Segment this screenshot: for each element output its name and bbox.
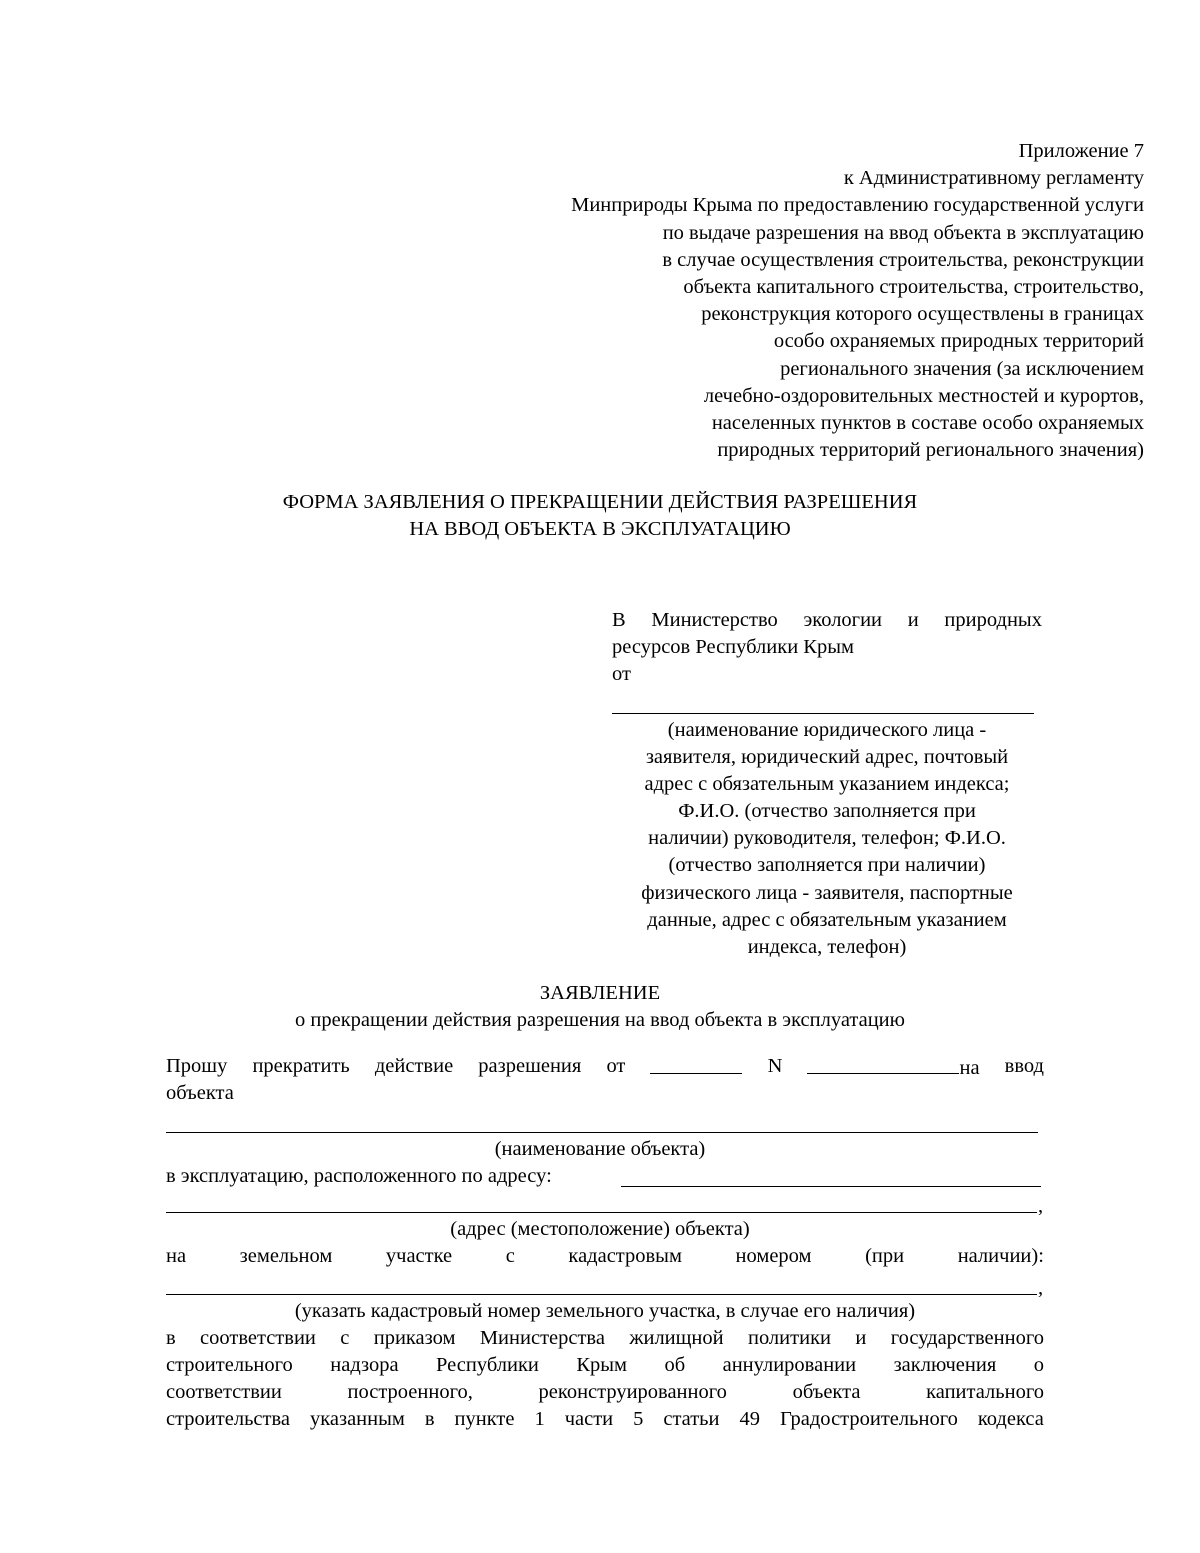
- paragraph-word: политики: [747, 1327, 831, 1349]
- request-line: [166, 1053, 1044, 1082]
- paragraph-line-1: [166, 1325, 1044, 1352]
- cadastral-hint: (указать кадастровый номер земельного участка, в случае его наличия): [294, 1300, 916, 1322]
- paragraph-word: аннулировании: [722, 1354, 857, 1376]
- paragraph-word: указанным: [309, 1408, 405, 1430]
- paragraph-word: Градостроительного: [779, 1408, 958, 1430]
- applicant-hint-line: адрес с обязательным указанием индекса;: [644, 773, 1010, 796]
- request-word: прекратить: [252, 1055, 350, 1077]
- addressee-line-3: от: [612, 663, 631, 685]
- paragraph-line-3: [166, 1379, 1044, 1406]
- paragraph-word: в: [424, 1408, 435, 1430]
- applicant-hint-line: индекса, телефон): [747, 935, 907, 958]
- number-sign: N: [767, 1055, 783, 1077]
- addressee-word: экологии: [803, 609, 883, 631]
- appendix-line: в случае осуществления строительства, реконструкции: [662, 248, 1144, 271]
- address-field-continued[interactable]: [166, 1212, 1037, 1213]
- appendix-line: реконструкция которого осуществлены в границах: [701, 303, 1144, 326]
- paragraph-word: Крым: [576, 1354, 627, 1376]
- land-word: участке: [385, 1245, 453, 1267]
- land-word: номером: [735, 1245, 812, 1267]
- applicant-hint-line: (наименование юридического лица -: [667, 719, 987, 741]
- statement-heading: ЗАЯВЛЕНИЕ: [539, 982, 661, 1004]
- appendix-line: по выдаче разрешения на ввод объекта в эксплуатацию: [662, 221, 1144, 244]
- appendix-header: [571, 138, 1144, 464]
- paragraph-word: объекта: [792, 1381, 861, 1403]
- request-word: действие: [374, 1055, 454, 1077]
- addressee-line-2: ресурсов Республики Крым: [612, 636, 854, 658]
- paragraph-word: строительного: [166, 1354, 293, 1376]
- cadastral-number-field[interactable]: [166, 1294, 1037, 1295]
- appendix-line: лечебно-оздоровительных местностей и курортов,: [703, 384, 1144, 407]
- appendix-line: Минприроды Крыма по предоставлению государственной услуги: [571, 194, 1144, 217]
- paragraph-line-2: [166, 1352, 1044, 1379]
- land-word: на: [166, 1245, 187, 1267]
- paragraph-word: государственного: [890, 1327, 1044, 1349]
- applicant-hint-line: (отчество заполняется при наличии): [668, 854, 986, 877]
- object-name-hint: (наименование объекта): [494, 1138, 706, 1160]
- addressee-word: природных: [944, 609, 1042, 631]
- request-word: Прошу: [166, 1055, 228, 1077]
- applicant-hint-line: физического лица - заявителя, паспортные: [641, 881, 1013, 904]
- paragraph-word: соответствии: [200, 1327, 316, 1349]
- paragraph-word: строительства: [166, 1408, 290, 1430]
- paragraph-word: надзора: [330, 1354, 399, 1376]
- paragraph-word: приказом: [373, 1327, 456, 1349]
- request-word: на: [959, 1057, 980, 1079]
- applicant-hint-line: данные, адрес с обязательным указанием: [647, 908, 1007, 931]
- appendix-line: объекта капитального строительства, строительство,: [683, 276, 1144, 299]
- appendix-line: к Административному регламенту: [843, 167, 1144, 190]
- paragraph-word: соответствии: [166, 1381, 282, 1403]
- applicant-hint: [604, 717, 1050, 961]
- addressee-word: и: [907, 609, 919, 631]
- addressee-word: В: [612, 609, 626, 631]
- appendix-line: природных территорий регионального значения): [717, 439, 1144, 462]
- paragraph-word: Министерства: [479, 1327, 605, 1349]
- applicant-hint-line: заявителя, юридический адрес, почтовый: [645, 746, 1009, 769]
- paragraph-word: кодекса: [977, 1408, 1044, 1430]
- paragraph-word: 49: [739, 1408, 760, 1430]
- permit-date-field[interactable]: [650, 1053, 742, 1074]
- paragraph-word: 1: [534, 1408, 545, 1430]
- appendix-line: регионального значения (за исключением: [780, 357, 1144, 380]
- object-name-field[interactable]: [166, 1132, 1038, 1133]
- comma: ,: [1038, 1277, 1044, 1299]
- land-word: кадастровым: [568, 1245, 682, 1267]
- applicant-hint-line: наличии) руководителя, телефон; Ф.И.О.: [648, 827, 1006, 850]
- addressee-line-1: [612, 607, 1042, 634]
- request-tail: [807, 1053, 979, 1082]
- addressee-word: Министерство: [651, 609, 778, 631]
- appendix-line: населенных пунктов в составе особо охраняемых: [711, 412, 1144, 435]
- appendix-line: особо охраняемых природных территорий: [773, 330, 1144, 353]
- address-label: в эксплуатацию, расположенного по адресу:: [166, 1165, 552, 1187]
- permit-number-field[interactable]: [807, 1053, 959, 1074]
- paragraph-word: с: [340, 1327, 350, 1349]
- paragraph-word: жилищной: [629, 1327, 724, 1349]
- form-title-line-1: ФОРМА ЗАЯВЛЕНИЯ О ПРЕКРАЩЕНИИ ДЕЙСТВИЯ РАЗРЕШЕНИЯ: [282, 491, 918, 513]
- paragraph-line-4: [166, 1406, 1044, 1433]
- paragraph-word: заключения: [893, 1354, 997, 1376]
- paragraph-word: об: [664, 1354, 686, 1376]
- paragraph-word: статьи: [663, 1408, 720, 1430]
- paragraph-word: о: [1033, 1354, 1044, 1376]
- paragraph-word: пункте: [454, 1408, 515, 1430]
- comma: ,: [1038, 1195, 1044, 1217]
- object-word: объекта: [166, 1082, 234, 1104]
- paragraph-word: реконструированного: [538, 1381, 727, 1403]
- appendix-line: Приложение 7: [1018, 140, 1144, 162]
- applicant-underline: [612, 713, 1034, 714]
- land-word: земельном: [239, 1245, 333, 1267]
- land-word: наличии):: [957, 1245, 1044, 1267]
- address-hint: (адрес (местоположение) объекта): [450, 1218, 750, 1240]
- paragraph-word: части: [564, 1408, 614, 1430]
- paragraph-word: построенного,: [347, 1381, 473, 1403]
- request-word: разрешения: [478, 1055, 582, 1077]
- paragraph-word: 5: [633, 1408, 644, 1430]
- land-word: с: [505, 1245, 515, 1267]
- address-field[interactable]: [621, 1186, 1041, 1187]
- request-word: ввод: [1004, 1055, 1044, 1077]
- land-word: (при: [865, 1245, 905, 1267]
- paragraph-word: и: [855, 1327, 867, 1349]
- form-title-line-2: НА ВВОД ОБЪЕКТА В ЭКСПЛУАТАЦИЮ: [409, 518, 791, 540]
- paragraph-word: капитального: [926, 1381, 1044, 1403]
- request-word: от: [606, 1055, 626, 1077]
- paragraph-word: в: [166, 1327, 176, 1349]
- land-plot-line: [166, 1243, 1044, 1270]
- statement-subheading: о прекращении действия разрешения на ввод объекта в эксплуатацию: [295, 1009, 905, 1031]
- paragraph-word: Республики: [436, 1354, 539, 1376]
- applicant-hint-line: Ф.И.О. (отчество заполняется при: [678, 800, 976, 823]
